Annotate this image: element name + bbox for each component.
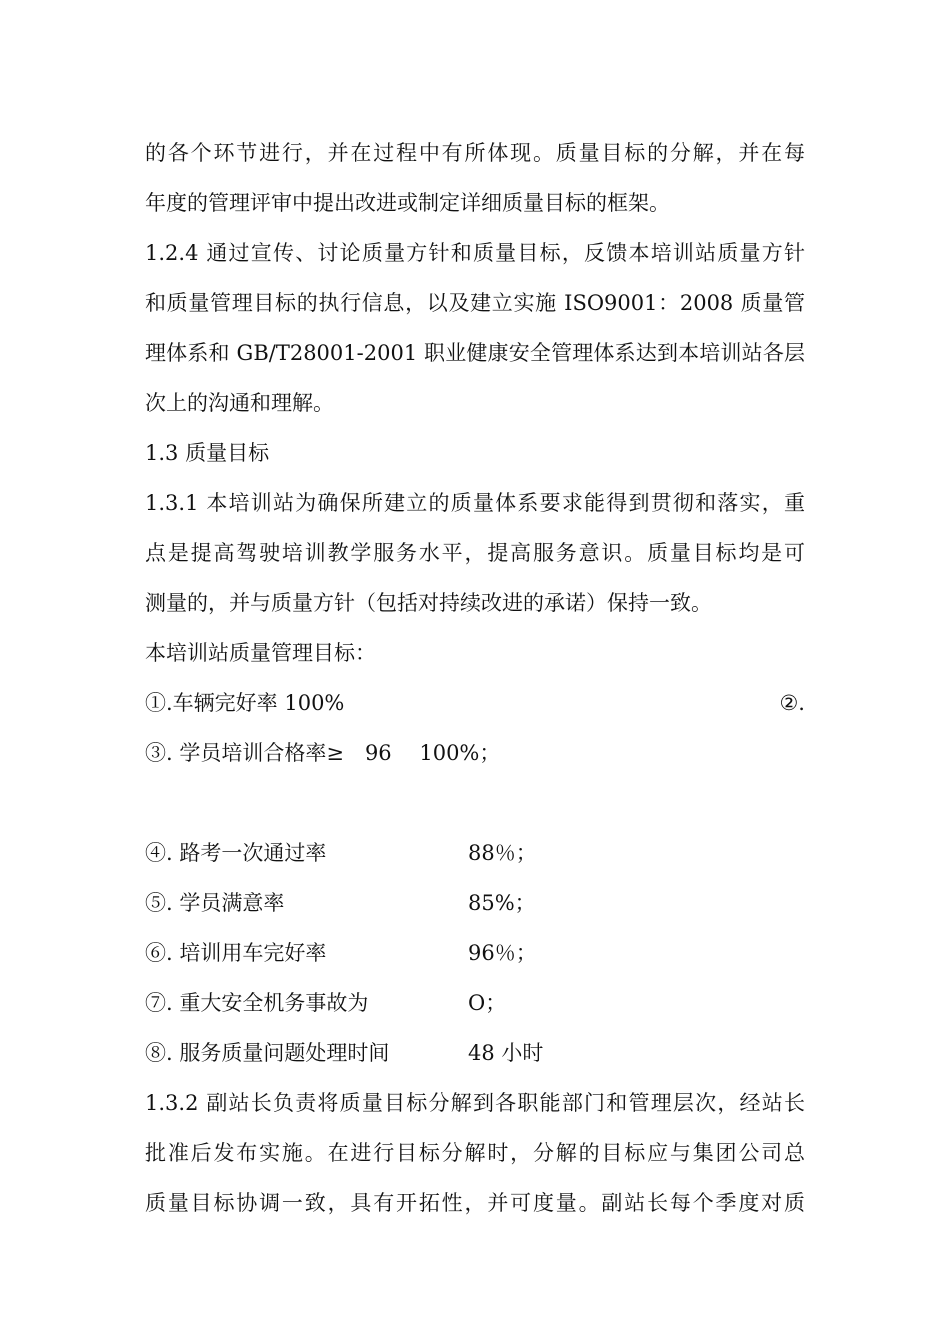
goal-value: 48 小时 [468, 1041, 544, 1065]
paragraph-line: 次上的沟通和理解。 [145, 391, 334, 415]
goal-value: O； [468, 991, 507, 1015]
goal-row-5 [145, 878, 805, 928]
paragraph-line: 理体系和 GB/T28001-2001 职业健康安全管理体系达到本培训站各层 [145, 341, 805, 365]
goal-label: ④. 路考一次通过率 [145, 841, 327, 865]
paragraph-line: 1.2.4 通过宣传、讨论质量方针和质量目标，反馈本培训站质量方针 [145, 241, 805, 265]
goal-value: 96％； [468, 941, 537, 965]
goal-row-7 [145, 978, 805, 1028]
goal-label: ⑥. 培训用车完好率 [145, 941, 327, 965]
spacer [145, 778, 805, 828]
paragraph-line: 年度的管理评审中提出改进或制定详细质量目标的框架。 [145, 191, 670, 215]
paragraph-line: 点是提高驾驶培训教学服务水平，提高服务意识。质量目标均是可 [145, 541, 805, 565]
goal-label: ⑦. 重大安全机务事故为 [145, 991, 369, 1015]
paragraph-line: 和质量管理目标的执行信息，以及建立实施 ISO9001：2008 质量管 [145, 291, 805, 315]
paragraph-line: 批准后发布实施。在进行目标分解时，分解的目标应与集团公司总 [145, 1141, 805, 1165]
goal-row-4 [145, 828, 805, 878]
goals-heading: 本培训站质量管理目标： [145, 641, 376, 665]
goal-value: 88％； [468, 841, 537, 865]
goal-label: ⑧. 服务质量问题处理时间 [145, 1041, 390, 1065]
document-page [145, 128, 805, 1228]
goal-value: 85%； [468, 891, 536, 915]
goal-2-marker: ②. [779, 691, 805, 715]
paragraph-line: 1.3.1 本培训站为确保所建立的质量体系要求能得到贯彻和落实，重 [145, 491, 805, 515]
goal-row-6 [145, 928, 805, 978]
paragraph-line: 质量目标协调一致，具有开拓性，并可度量。副站长每个季度对质 [145, 1191, 805, 1215]
paragraph-line: 测量的，并与质量方针（包括对持续改进的承诺）保持一致。 [145, 591, 712, 615]
paragraph-line: 1.3.2 副站长负责将质量目标分解到各职能部门和管理层次，经站长 [145, 1091, 805, 1115]
paragraph-line: 的各个环节进行，并在过程中有所体现。质量目标的分解，并在每 [145, 141, 805, 165]
goal-row-8 [145, 1028, 805, 1078]
goal-1-text: ①.车辆完好率 100% [145, 691, 345, 715]
goal-row-3: ③. 学员培训合格率≥ 96 100%； [145, 741, 501, 765]
section-heading: 1.3 质量目标 [145, 441, 270, 465]
goal-row-1 [145, 678, 805, 728]
goal-label: ⑤. 学员满意率 [145, 891, 285, 915]
